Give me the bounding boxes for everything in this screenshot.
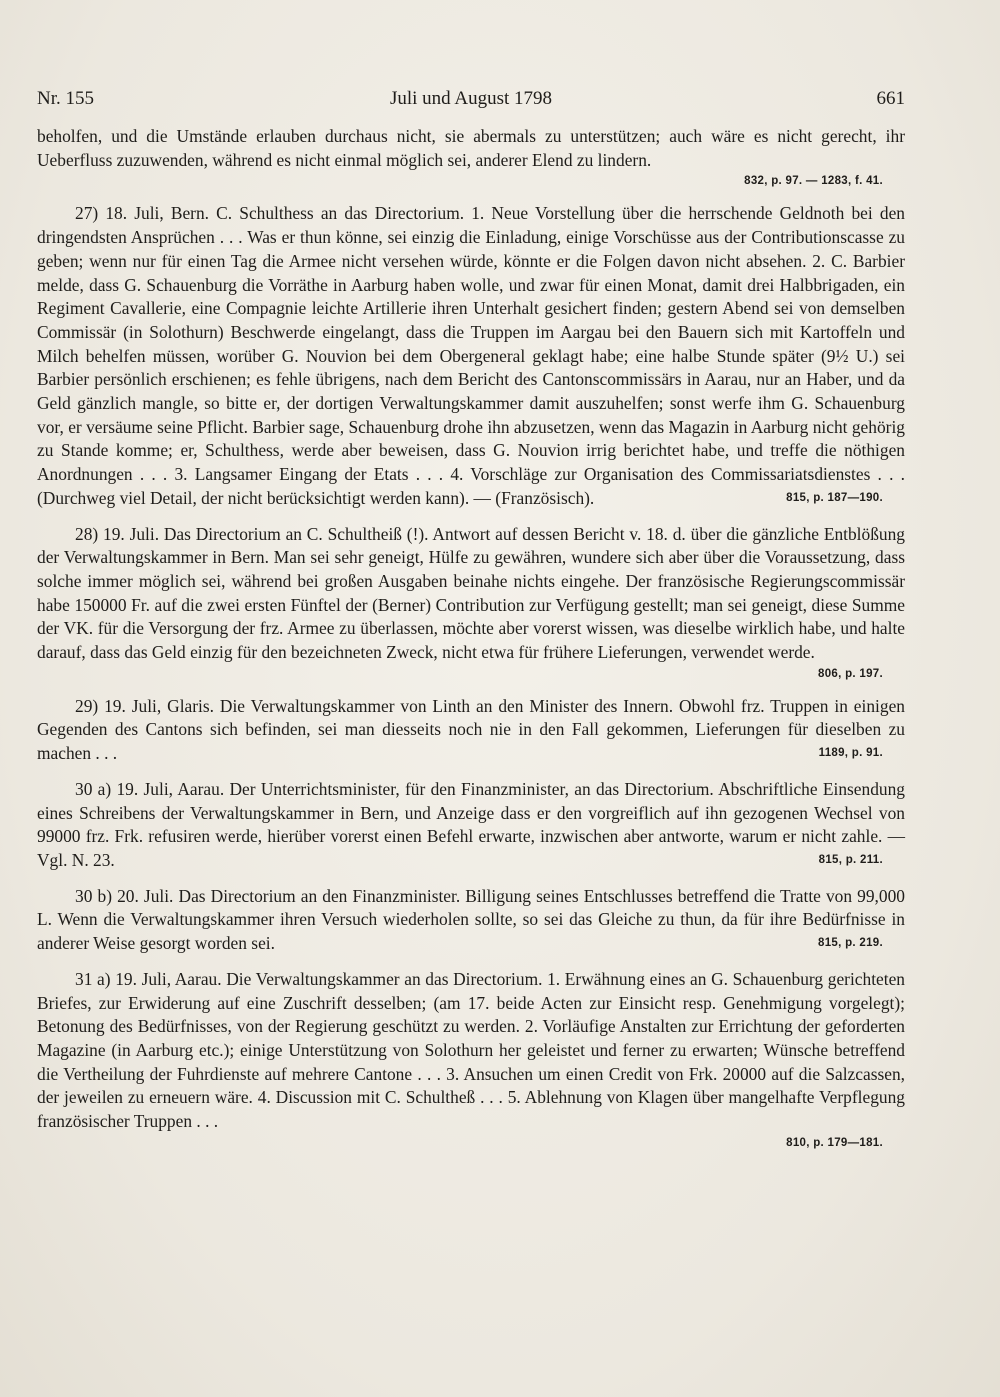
archive-reference: 806, p. 197. — [818, 667, 883, 680]
entry-30b — [37, 885, 905, 956]
document-body — [37, 125, 905, 1164]
page-number: 661 — [876, 88, 905, 109]
entry-text: 30 b) 20. Juli. Das Directorium an den Finanzminister. Billigung seines Entschlusses betreffend die Tratte von 99,000 L. Wenn die Verwaltungskammer ihren Versuch wiederholen sollte, so sei das Gleiche zu thun, da für ihre Bedürfnisse in anderer Weise gesorgt worden sei. — [37, 885, 905, 954]
entry-text: 31 a) 19. Juli, Aarau. Die Verwaltungskammer an das Directorium. 1. Erwähnung eines an G. Schauenburg gerichteten Briefes, zur Erwiderung auf eine Zuschrift desselben; (am 17. beide Acten zur Einsicht resp. Genehmigung vorgelegt); Betonung des Bedürfnisses, von der Regierung geschützt zu werden. 2. Vorläufige Anstalten zur Errichtung der geforderten Magazine (in Aarburg etc.); einige Unterstützung von Solothurn her geleistet und ferner zu erwarten; Wünsche betreffend die Vertheilung der Fuhrdienste auf mehrere Cantone . . . 3. Ansuchen um einen Credit von Frk. 20000 auf die Salzcassen, der jeweilen zu erneuern wäre. 4. Discussion mit C. Schultheß . . . 5. Ablehnung von Klagen über mangelhafte Verpflegung französischer Truppen . . . — [37, 968, 905, 1132]
entry-text: 29) 19. Juli, Glaris. Die Verwaltungskammer von Linth an den Minister des Innern. Obwohl frz. Truppen in einigen Gegenden des Cantons sich befinden, sei man diesseits noch nie in den Fall gekommen, Lieferungen für dieselben zu machen . . . — [37, 695, 905, 764]
entry-29 — [37, 695, 905, 766]
entry-text: beholfen, und die Umstände erlauben durchaus nicht, sie abermals zu unterstützen; auch wäre es nicht gerecht, ihr Ueberfluss zuzuwenden, während es nicht einmal möglich sei, anderer Elend zu lindern. — [37, 126, 905, 170]
document-number: Nr. 155 — [37, 88, 94, 109]
entry-30a — [37, 778, 905, 873]
archive-reference: 815, p. 211. — [818, 853, 883, 866]
page-title: Juli und August 1798 — [389, 88, 553, 109]
archive-reference: 1189, p. 91. — [818, 747, 883, 760]
entry-27 — [37, 202, 905, 510]
entry-text: 30 a) 19. Juli, Aarau. Der Unterrichtsminister, für den Finanzminister, an das Directorium. Abschriftliche Einsendung eines Schreibens der Verwaltungskammer in Bern, und Anzeige dass er den vorgreiflich auf ihn gezogenen Wechsel von 99000 frz. Frk. refusiren werde, hierüber vorerst einen Befehl erwarte, inzwischen aber antworte, warum er nicht zahle. — Vgl. N. 23. — [37, 778, 905, 870]
entry-text: 27) 18. Juli, Bern. C. Schulthess an das Directorium. 1. Neue Vorstellung über die herrschende Geldnoth bei den dringendsten Ansprüchen . . . Was er thun könne, sei einzig die Einladung, einige Vorschüsse aus der Contributionscasse zu geben; wenn nur für einen Tag die Armee nicht versehen würde, könnte er die Folgen davon nicht absehen. 2. C. Barbier melde, dass G. Schauenburg die Vorräthe in Aarburg haben wolle, und zwar für einen Monat, damit drei Halbbrigaden, ein Regiment Cavallerie, eine Compagnie leichte Artillerie ihren Unterhalt gesichert finden; gestern Abend sei von demselben Commissär (in Solothurn) Beschwerde eingelangt, dass die Truppen im Aargau bei den Bauern sich mit Kartoffeln und Milch behelfen müssen, worüber G. Nouvion bei dem Obergeneral geklagt habe; eine halbe Stunde später (9½ U.) sei Barbier persönlich erschienen; es fehle übrigens, nach dem Bericht des Cantonscommissärs in Aarau, nur an Haber, und da Geld gänzlich mangle, so bitte er, der dortigen Verwaltungskammer damit auszuhelfen; sonst werfe ihm G. Schauenburg vor, er versäume seine Pflicht. Barbier sage, Schauenburg drohe ihn abzusetzen, wenn das Magazin in Aarburg nicht gehörig zu Stande komme; er, Schulthess, werde aber beweisen, dass G. Nouvion irrig berichtet habe, und treffe die nöthigen Anordnungen . . . 3. Langsamer Eingang der Etats . . . 4. Vorschläge zur Organisation des Commissariatsdienstes . . . (Durchweg viel Detail, der nicht berücksichtigt werden kann). — (Französisch). — [37, 203, 905, 508]
entry-text: 28) 19. Juli. Das Directorium an C. Schultheiß (!). Antwort auf dessen Bericht v. 18. d. über die gänzliche Entblößung der Verwaltungskammer in Bern. Man sei sehr geneigt, Hülfe zu gewähren, wundere sich aber über die Voraussetzung, dass solche immer möglich sei, während bei großen Ausgaben beinahe nichts eingehe. Der französische Regierungscommissär habe 150000 Fr. auf die zwei ersten Fünftel der (Berner) Contribution zur Verfügung gestellt; man sei geneigt, diese Summe der VK. für die Versorgung der frz. Armee zu überlassen, möchte aber vorerst wissen, was dieselbe wirklich habe, und halte darauf, dass das Geld einzig für den bezeichneten Zweck, nicht etwa für frühere Lieferungen, verwendet werde. — [37, 523, 905, 663]
archive-reference: 815, p. 219. — [818, 937, 883, 950]
entry-28 — [37, 523, 905, 683]
archive-reference: 810, p. 179—181. — [786, 1136, 883, 1149]
archive-reference: 815, p. 187—190. — [786, 491, 883, 504]
page-header — [37, 88, 905, 112]
entry-continuation — [37, 125, 905, 190]
entry-31a — [37, 968, 905, 1152]
archive-reference: 832, p. 97. — 1283, f. 41. — [744, 175, 883, 188]
